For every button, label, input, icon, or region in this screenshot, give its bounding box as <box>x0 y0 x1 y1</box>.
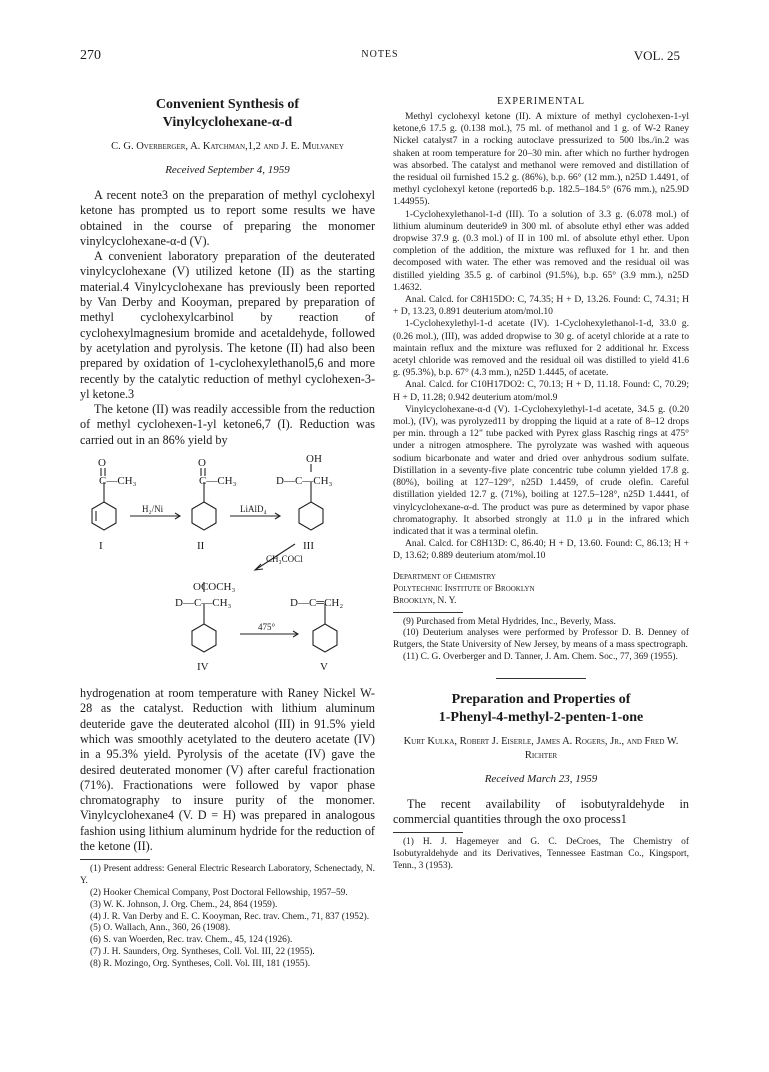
running-head: NOTES <box>361 49 399 60</box>
volume-label: VOL. 25 <box>633 48 680 63</box>
second-article-text <box>393 797 689 828</box>
paragraph: hydrogenation at room temperature with Raney Nickel W-28 as the catalyst. Reduction with lithium aluminum deuteride gave the deuterated alcohol (III) in 91.5% yield which was smoothly acetylated to the deutero acetate (IV) in a 95.3% yield. Pyrolysis of the acetate (IV) gave the desired deuterated monomer (V) after careful fractionation (71%). Fractionations were followed by vapor phase chromatography to insure purity of the monomer. Vinylcyclohexane4 (V. D = H) was prepared in analogous fashion using lithium aluminum hydride for the reduction of the ketone (II). <box>80 686 375 854</box>
page-header <box>80 48 680 66</box>
affiliation-line: Polytechnic Institute of Brooklyn <box>393 583 535 594</box>
footnote-rule <box>80 859 150 860</box>
methyl-ketone-II: C—CH₃ <box>199 475 237 488</box>
paragraph: A convenient laboratory preparation of the deuterated vinylcyclohexane (V) utilized ketone (II) as the starting material.4 Vinylcyclohexane has previously been reported by Van Derby and Kooyman, prepared by preparation of methyl cyclohexylcarbinol by reaction of cyclohexylmagnesium bromide and acetaldehyde, followed by acetylation and pyrolysis. The ketone (II) had also been prepared by oxidation of 1-cyclohexylethanol5,6 and more recently by the catalytic reduction of methyl cyclohexen-3-yl ketone.3 <box>80 249 375 401</box>
footnotes-left <box>80 864 375 970</box>
footnote-rule <box>393 612 463 613</box>
compound-label-III: III <box>303 540 314 553</box>
article-title <box>80 96 375 132</box>
cyclohexane-ring-II <box>192 502 216 530</box>
experimental-text <box>393 111 689 563</box>
cyclohexane-ring-V <box>313 624 337 652</box>
affiliation <box>393 571 689 607</box>
affiliation-line: Brooklyn, N. Y. <box>393 595 457 606</box>
acetoxy-label: OCOCH₃ <box>193 581 236 594</box>
footnotes-right <box>393 617 689 664</box>
discussion-text <box>80 686 375 854</box>
deutero-carbinol-III: D—C—CH₃ <box>276 475 333 488</box>
paragraph: Anal. Calcd. for C10H17DO2: C, 70.13; H + D, 11.18. Found: C, 70.29; H + D, 11.28; 0.942 deuterium atom/mol.9 <box>393 379 689 403</box>
reaction-scheme-svg <box>80 452 375 677</box>
second-title-line2: 1-Phenyl-4-methyl-2-penten-1-one <box>438 709 644 725</box>
article-title-line2: Vinylcyclohexane-α-d <box>162 115 293 130</box>
paragraph: 1-Cyclohexylethyl-1-d acetate (IV). 1-Cyclohexylethanol-1-d, 33.0 g. (0.26 mol.), (III), was added dropwise to 30 g. of acetyl chloride at a rate to maintain reflux and the mixture was refluxed for 2 additional hr. Excess acetyl chloride was removed and the residual oil was distilled to yield 41.6 g. (95.3%), b.p. 67° (4.3 mm.), n25D 1.4445, of acetate. <box>393 318 689 379</box>
methyl-ketone-I: C—CH₃ <box>99 475 137 488</box>
reaction-scheme <box>80 452 375 682</box>
article-authors: C. G. Overberger, A. Katchman,1,2 and J. E. Mulvaney <box>111 141 344 152</box>
deutero-vinyl-V: D—C═CH₂ <box>290 597 344 610</box>
reagent-acetyl-chloride: CH₃COCl <box>266 554 303 565</box>
page-number: 270 <box>80 48 101 63</box>
paragraph: Anal. Calcd. for C8H13D: C, 86.40; H + D, 13.60. Found: C, 86.13; H + D, 13.62; 0.889 deuterium atom/mol.10 <box>393 538 689 562</box>
footnote: (8) R. Mozingo, Org. Syntheses, Coll. Vol. III, 181 (1955). <box>90 958 311 969</box>
paragraph: Methyl cyclohexyl ketone (II). A mixture of methyl cyclohexen-1-yl ketone,6 17.5 g. (0.138 mol.), 75 ml. of methanol and 1 g. of W-2 Raney Nickel catalyst7 in a rocking autoclave pressurized to 500 lbs./in.2 was shaken at room temperature for 20–30 min. after which no further hydrogen was absorbed. The catalyst and methanol were removed and distillation of the residual oil furnished 15.2 g. (86%), b.p. 66° (12 mm.), n25D 1.4491, of methyl cyclohexyl ketone (reported6 b.p. 182.5–184.5° (676 mm.), n25.9D 1.44955). <box>393 111 689 208</box>
footnote: (3) W. K. Johnson, J. Org. Chem., 24, 864 (1959). <box>90 899 278 910</box>
footnote: (7) J. H. Saunders, Org. Syntheses, Coll. Vol. III, 22 (1955). <box>90 946 315 957</box>
footnote: (1) Present address: General Electric Research Laboratory, Schenectady, N. Y. <box>80 864 375 887</box>
footnote: (5) O. Wallach, Ann., 360, 26 (1908). <box>90 923 231 934</box>
footnote: (9) Purchased from Metal Hydrides, Inc., Beverly, Mass. <box>403 616 616 627</box>
affiliation-line: Department of Chemistry <box>393 571 496 582</box>
deutero-acetate-IV: D—C—CH₃ <box>175 597 232 610</box>
footnote: (4) J. R. Van Derby and E. C. Kooyman, Rec. trav. Chem., 71, 837 (1952). <box>90 911 370 922</box>
compound-label-V: V <box>320 661 328 674</box>
cyclohexane-ring-III <box>299 502 323 530</box>
paragraph: The recent availability of isobutyraldehyde in commercial quantities through the oxo process1 <box>393 796 689 826</box>
oxygen-label-II: O <box>198 457 206 470</box>
section-heading-experimental: EXPERIMENTAL <box>497 96 585 107</box>
footnote: (6) S. van Woerden, Rec. trav. Chem., 45, 124 (1926). <box>90 935 293 946</box>
footnote: (2) Hooker Chemical Company, Post Doctoral Fellowship, 1957–59. <box>90 887 348 898</box>
footnote: (10) Deuterium analyses were performed by Professor D. B. Denney of Rutgers, the State University of New Jersey, by means of a mass spectrograph. <box>393 628 689 651</box>
footnote: (1) H. J. Hagemeyer and G. C. DeCroes, The Chemistry of Isobutyraldehyde and its Derivatives, Tennessee Eastman Co., Kingsport, Tenn., 3 (1953). <box>393 837 689 871</box>
second-article-authors: Kurt Kulka, Robert J. Eiserle, James A. Rogers, Jr., and Fred W. Richter <box>403 735 679 761</box>
footnote: (11) C. G. Overberger and D. Tanner, J. Am. Chem. Soc., 77, 369 (1955). <box>403 651 678 662</box>
footnote-rule <box>393 832 463 833</box>
compound-label-I: I <box>99 540 103 553</box>
left-column <box>80 96 375 970</box>
compound-label-II: II <box>197 540 205 553</box>
paragraph: Anal. Calcd. for C8H15DO: C, 74.35; H + D, 13.26. Found: C, 74.31; H + D, 13.23, 0.891 deuterium atom/mol.10 <box>393 294 689 318</box>
paragraph: 1-Cyclohexylethanol-1-d (III). To a solution of 3.3 g. (6.078 mol.) of lithium aluminum deuteride9 in 300 ml. of absolute ethyl ether was added dropwise 37.9 g. (0.3 mol.) of II in 100 ml. of absolute ethyl ether. Upon completion of the addition, the mixture was refluxed for 1 hr. and then decomposed with water. The ether was removed and the residual oil was distilled yielding 35.5 g. of carbinol (91.5%), b.p. 65° (3.9 mm.), n25D 1.4632. <box>393 208 689 293</box>
compound-label-IV: IV <box>197 661 209 674</box>
reagent-h2ni: H₂/Ni <box>142 504 164 515</box>
received-date: Received September 4, 1959 <box>165 164 290 176</box>
hydroxyl-label: OH <box>306 453 322 466</box>
paragraph: Vinylcyclohexane-α-d (V). 1-Cyclohexylethyl-1-d acetate, 34.5 g. (0.20 mol.), (IV), was pyrolyzed11 by dropping the liquid at a rate of 8–12 drops per min. through a 12" tube packed with Pyrex glass Raschig rings at 475° under a nitrogen atmosphere. The pyrolyzate was washed with aqueous sodium bicarbonate and water and dried over anhydrous sodium sulfate. Distillation in a seventy-five plate concentric tube column yielded 17.8 g. (80%), boiling at 127–129°, n25D 1.4459, of crude olefin. Careful distillation yielded 12.7 g. (71%), boiling at 127.5–128°, n25D 1.4441, of vinylcyclohexane-α-d. The product was pure as determined by vapor phase chromatography. It absorbed strongly at 11.0 μ in the infrared which indicated that it was a terminal olefin. <box>393 403 689 537</box>
reagent-lialdo: LiAlD₄ <box>240 504 267 515</box>
second-title-line1: Preparation and Properties of <box>451 691 631 707</box>
second-article-title <box>393 691 689 727</box>
paragraph: A recent note3 on the preparation of methyl cyclohexyl ketone has prompted us to report some results we have obtained in the course of preparing the monomer vinylcyclohexane-α-d (V). <box>80 188 375 248</box>
article-title-line1: Convenient Synthesis of <box>155 97 300 112</box>
cyclohexane-ring-IV <box>192 624 216 652</box>
intro-text <box>80 188 375 448</box>
oxygen-label-I: O <box>98 457 106 470</box>
second-received-date: Received March 23, 1959 <box>484 772 598 785</box>
paragraph: The ketone (II) was readily accessible from the reduction of methyl cyclohexen-1-yl ketone6,7 (I). Reduction was carried out in an 86% yield by <box>80 402 375 447</box>
pyrolysis-temperature: 475° <box>258 622 276 633</box>
article-divider <box>496 678 586 679</box>
right-column <box>393 96 689 873</box>
